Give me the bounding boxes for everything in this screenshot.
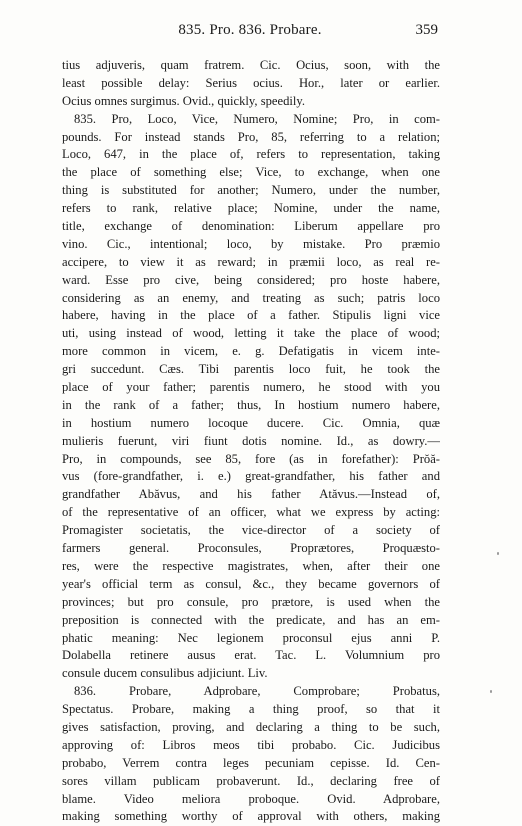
- text-line: blame. Video meliora proboque. Ovid. Adprobare,: [62, 791, 440, 806]
- text-line: Spectatus. Probare, making a thing proof, so that it: [62, 702, 440, 717]
- text-line: probabo, Verrem contra leges pecuniam cepisse. Id. Cen-: [62, 755, 440, 770]
- text-line: Promagister societatis, the vice-director of a society of: [62, 523, 440, 538]
- text-line: pounds. For instead stands Pro, 85, referring to a relation;: [62, 129, 440, 144]
- text-line: 835. Pro, Loco, Vice, Numero, Nomine; Pro, in com-: [74, 111, 440, 126]
- text-line: preposition is connected with the predicate, and has an em-: [62, 612, 440, 627]
- text-line: vus (fore-grandfather, i. e.) great-grandfather, his father and: [62, 469, 440, 484]
- text-line: tius adjuveris, quam fratrem. Cic. Ocius, soon, with the: [62, 58, 440, 72]
- running-head: [62, 22, 438, 44]
- body-text: [62, 57, 440, 826]
- text-line: accipere, to view it as reward; in præmii loco, as real re-: [62, 254, 440, 269]
- text-line: place of your father; parentis numero, he stood with you: [62, 380, 440, 395]
- text-line: 836. Probare, Adprobare, Comprobare; Probatus,: [74, 684, 440, 699]
- page-number: 359: [415, 22, 438, 38]
- text-line: sores villam publicam probaverunt. Id., declaring free of: [62, 773, 440, 788]
- text-line: making something worthy of approval with others, making: [62, 809, 440, 824]
- text-line: least possible delay: Serius ocius. Hor., later or earlier.: [62, 75, 440, 90]
- text-line: mulieris fuerunt, viri fiunt dotis nomine. Id., as dowry.—: [62, 433, 440, 448]
- text-line: provinces; but pro consule, pro prætore, is used when the: [62, 594, 440, 609]
- text-line: phatic meaning: Nec legionem proconsul ejus anni P.: [62, 630, 440, 645]
- text-line: ward. Esse pro cive, being considered; pro hoste habere,: [62, 272, 440, 287]
- text-line: uti, using instead of wood, letting it take the place of wood;: [62, 326, 440, 341]
- text-line: more common in vicem, e. g. Defatigatis in vicem inte-: [62, 344, 440, 359]
- paper-speck: [497, 552, 499, 555]
- text-line: Dolabella retinere ausus erat. Tac. L. Volumnium pro: [62, 648, 440, 663]
- text-line: Loco, 647, in the place of, refers to representation, taking: [62, 147, 440, 162]
- text-line: thing is substituted for another; Numero, under the number,: [62, 183, 440, 198]
- text-line: year's official term as consul, &c., they became governors of: [62, 576, 440, 591]
- text-line: gri succedunt. Cæs. Tibi parentis loco fuit, he took the: [62, 362, 440, 377]
- text-line: the place of something else; Vice, to exchange, when one: [62, 165, 440, 180]
- text-line: res, were the respective magistrates, when, after their one: [62, 558, 440, 573]
- text-line: of the representative of an officer, what we express by acting:: [62, 505, 440, 520]
- text-line: refers to rank, relative place; Nomine, under the name,: [62, 201, 440, 216]
- running-head-title: 835. Pro. 836. Probare.: [178, 22, 322, 38]
- text-line: title, exchange of denomination: Liberum appellare pro: [62, 219, 440, 234]
- text-line: consule ducem consulibus adjiciunt. Liv.: [62, 666, 268, 681]
- text-line: vino. Cic., intentional; loco, by mistake. Pro præmio: [62, 236, 440, 251]
- text-line: in the rank of a father; thus, In hostium numero habere,: [62, 397, 440, 412]
- text-line: approving of: Libros meos tibi probabo. Cic. Judicibus: [62, 737, 440, 752]
- text-line: grandfather Abăvus, and his father Atăvus.—Instead of,: [62, 487, 440, 502]
- paper-speck: [490, 690, 492, 693]
- text-line: farmers general. Proconsules, Proprætores, Proquæsto-: [62, 541, 440, 556]
- text-line: habere, having in the place of a father. Stipulis ligni vice: [62, 308, 440, 323]
- text-line: Ocius omnes surgimus. Ovid., quickly, speedily.: [62, 93, 305, 108]
- text-line: Pro, in compounds, see 85, fore (as in forefather): Prŏă-: [62, 451, 440, 466]
- text-line: gives satisfaction, proving, and declaring a thing to be such,: [62, 719, 440, 734]
- text-line: in hostium numero locoque ducere. Cic. Omnia, quæ: [62, 415, 440, 430]
- text-line: considering as an enemy, and treating as such; patris loco: [62, 290, 440, 305]
